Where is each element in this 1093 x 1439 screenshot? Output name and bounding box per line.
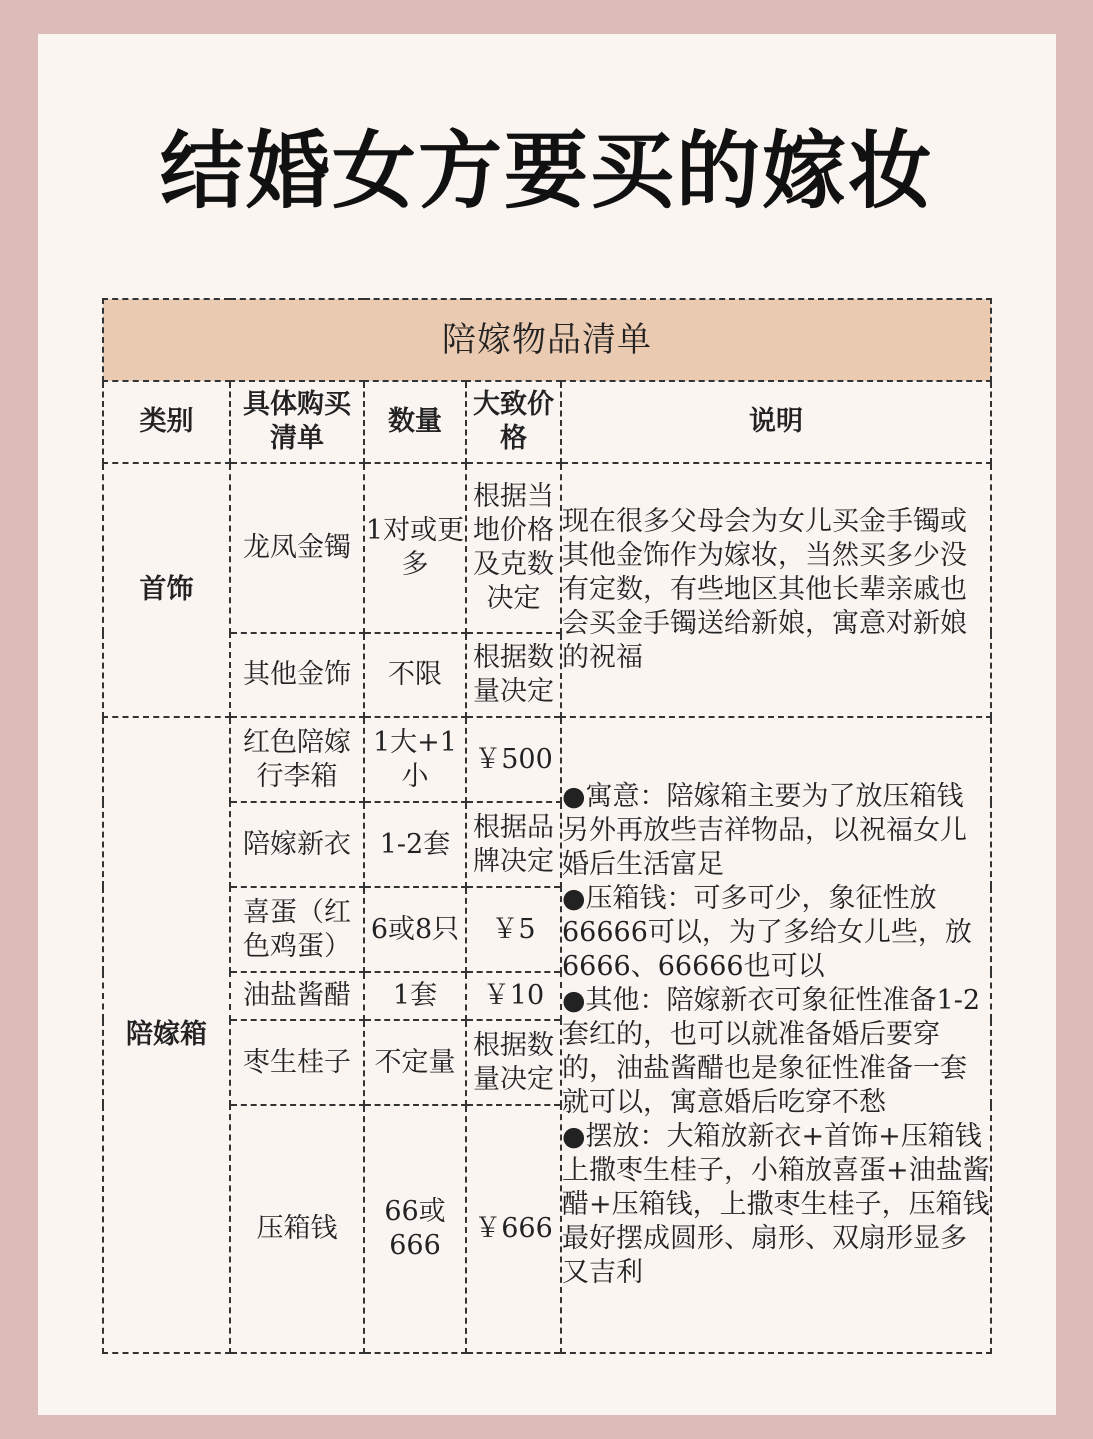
- qty-cell: 不限: [364, 633, 466, 717]
- item-cell: 其他金饰: [230, 633, 364, 717]
- poster-card: [38, 34, 1056, 1415]
- price-cell: ￥10: [466, 972, 561, 1020]
- price-cell: ￥5: [466, 887, 561, 972]
- item-cell: 陪嫁新衣: [230, 802, 364, 887]
- price-cell: ￥500: [466, 717, 561, 802]
- item-cell: 喜蛋（红色鸡蛋）: [230, 887, 364, 972]
- description-cell: [561, 463, 991, 717]
- description-placement: ●摆放：大箱放新衣+首饰+压箱钱上撒枣生桂子，小箱放喜蛋+油盐酱醋+压箱钱，上撒枣生桂子，压箱钱最好摆成圆形、扇形、双扇形显多又吉利: [562, 1121, 990, 1288]
- item-cell: 油盐酱醋: [230, 972, 364, 1020]
- table-row: [103, 463, 991, 633]
- price-cell: 根据当地价格及克数决定: [466, 463, 561, 633]
- page-title: 结婚女方要买的嫁妆: [159, 122, 934, 220]
- table-row: [103, 717, 991, 802]
- price-cell: ￥666: [466, 1105, 561, 1353]
- description-other: ●其他：陪嫁新衣可象征性准备1-2套红的，也可以就准备婚后要穿的，油盐酱醋也是象征性准备一套就可以，寓意婚后吃穿不愁: [562, 985, 981, 1118]
- description-cell: [561, 717, 991, 1353]
- qty-cell: 1套: [364, 972, 466, 1020]
- qty-cell: 不定量: [364, 1020, 466, 1105]
- header-item: 具体购买清单: [230, 381, 364, 463]
- qty-cell: 6或8只: [364, 887, 466, 972]
- item-cell: 枣生桂子: [230, 1020, 364, 1105]
- table-caption: 陪嫁物品清单: [103, 299, 991, 381]
- qty-cell: 1对或更多: [364, 463, 466, 633]
- description-meaning: ●寓意：陪嫁箱主要为了放压箱钱另外再放些吉祥物品，以祝福女儿婚后生活富足: [562, 781, 967, 880]
- header-quantity: 数量: [364, 381, 466, 463]
- price-cell: 根据数量决定: [466, 1020, 561, 1105]
- category-cell: 首饰: [103, 463, 230, 717]
- description-money: ●压箱钱：可多可少，象征性放66666可以，为了多给女儿些，放6666、66666也可以: [562, 883, 972, 982]
- category-cell: 陪嫁箱: [103, 717, 230, 1353]
- item-cell: 龙凤金镯: [230, 463, 364, 633]
- table-header-row: [103, 381, 991, 463]
- description-text: 现在很多父母会为女儿买金手镯或其他金饰作为嫁妆，当然买多少没有定数，有些地区其他长辈亲戚也会买金手镯送给新娘，寓意对新娘的祝福: [562, 506, 967, 673]
- qty-cell: 1-2套: [364, 802, 466, 887]
- price-cell: 根据品牌决定: [466, 802, 561, 887]
- qty-cell: 66或666: [364, 1105, 466, 1353]
- header-category: 类别: [103, 381, 230, 463]
- qty-cell: 1大+1小: [364, 717, 466, 802]
- header-description: 说明: [561, 381, 991, 463]
- item-cell: 红色陪嫁行李箱: [230, 717, 364, 802]
- dowry-table: [102, 298, 992, 1354]
- header-price: 大致价格: [466, 381, 561, 463]
- price-cell: 根据数量决定: [466, 633, 561, 717]
- item-cell: 压箱钱: [230, 1105, 364, 1353]
